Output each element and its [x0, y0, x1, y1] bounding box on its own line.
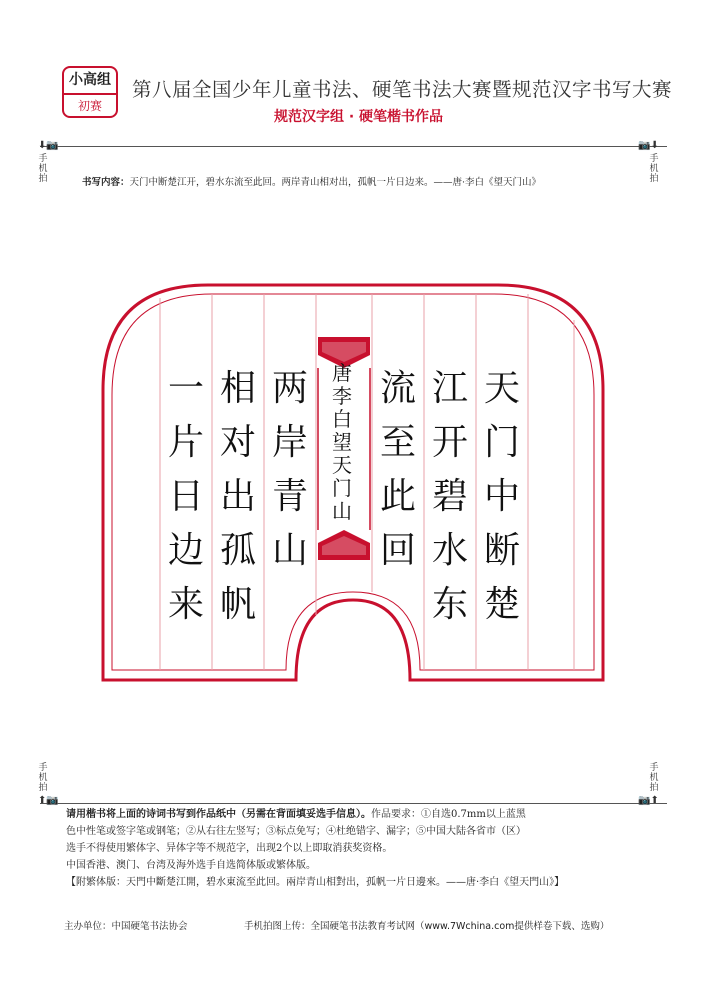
poem-character: 江	[431, 368, 468, 409]
poem-character: 山	[271, 530, 308, 571]
organizer: 主办单位：中国硬笔书法协会	[64, 921, 188, 932]
upload-info: 手机拍图上传：全国硬笔书法教育考试网（www.7Wchina.com提供样卷下载、选购）	[244, 921, 610, 932]
camera-marker-bottom-left: ⬆📷	[38, 795, 59, 806]
camera-marker-bottom-right: 📷⬆	[638, 795, 659, 806]
phone-label-bottom-left: 手机拍	[38, 763, 48, 793]
poem-character: 一	[167, 368, 204, 409]
poem-character: 出	[219, 476, 256, 517]
camera-marker-top-left: ⬇📷	[38, 140, 59, 151]
badge-level: 小高组	[64, 68, 116, 95]
banner-character: 唐	[332, 361, 352, 385]
poem-character: 水	[431, 530, 468, 571]
poem-character: 回	[379, 530, 416, 571]
poem-character: 来	[167, 584, 204, 625]
writing-content-text: 天门中断楚江开，碧水东流至此回。两岸青山相对出，孤帆一片日边来。——唐·李白《望天门山》	[129, 177, 542, 188]
poem-character: 帆	[219, 584, 256, 625]
camera-marker-top-right: 📷⬇	[638, 140, 659, 151]
poem-character: 两	[271, 368, 308, 409]
poem-character: 孤	[219, 530, 256, 571]
poem-character: 门	[483, 422, 520, 463]
poem-character: 对	[219, 422, 256, 463]
poem-character: 楚	[483, 584, 520, 625]
poem-character: 至	[379, 422, 416, 463]
poem-column-4	[264, 362, 316, 578]
banner-character: 天	[332, 453, 352, 477]
poem-character: 青	[271, 476, 308, 517]
traditional-version: 【附繁体版：天門中斷楚江開，碧水東流至此回。兩岸青山相對出，孤帆一片日邊來。——唐·李白《望天門山》】	[66, 877, 565, 888]
poem-character: 开	[431, 422, 468, 463]
poem-column-6	[160, 362, 212, 632]
poem-character: 日	[167, 476, 204, 517]
instructions-lead: 请用楷书将上面的诗词书写到作品纸中（另需在背面填妥选手信息）。	[66, 809, 371, 820]
poem-character: 岸	[271, 422, 308, 463]
page-subtitle: 规范汉字组 · 硬笔楷书作品	[273, 109, 444, 125]
poem-column-2	[424, 362, 476, 632]
instructions	[66, 806, 656, 891]
poem-column-1	[476, 362, 528, 632]
banner-character: 山	[332, 499, 352, 523]
poem-character: 边	[167, 530, 204, 571]
poem-character: 天	[483, 368, 520, 409]
poem-character: 碧	[431, 476, 468, 517]
badge-round: 初赛	[77, 99, 102, 113]
poem-character: 相	[219, 368, 256, 409]
instructions-line4: 中国香港、澳门、台湾及海外选手自选简体版或繁体版。	[66, 860, 316, 871]
instructions-line1: 作品要求：①自选0.7mm以上蓝黑	[371, 809, 526, 820]
banner-attribution	[325, 362, 359, 523]
banner-character: 李	[332, 384, 352, 408]
poem-character: 片	[167, 422, 204, 463]
poem-column-5	[212, 362, 264, 632]
poem-character: 中	[483, 476, 520, 517]
poem-column-3	[372, 362, 424, 578]
banner-character: 门	[332, 476, 352, 500]
poem-character: 此	[379, 476, 416, 517]
writing-content-label: 书写内容：	[82, 177, 130, 188]
poem-character: 断	[483, 530, 520, 571]
banner-character: 白	[332, 407, 352, 431]
instructions-line3: 选手不得使用繁体字、异体字等不规范字，出现2个以上即取消获奖资格。	[66, 843, 393, 854]
phone-label-top-right: 手机拍	[649, 154, 659, 184]
poem-character: 东	[431, 584, 468, 625]
banner-character: 望	[332, 430, 352, 454]
page-title: 第八届全国少年儿童书法、硬笔书法大赛暨规范汉字书写大赛	[132, 78, 673, 101]
poem-character: 流	[379, 368, 416, 409]
phone-label-bottom-right: 手机拍	[649, 763, 659, 793]
phone-label-top-left: 手机拍	[38, 154, 48, 184]
instructions-line2: 色中性笔或签字笔或钢笔；②从右往左竖写；③标点免写；④杜绝错字、漏字；⑤中国大陆各省市（区）	[66, 826, 526, 837]
